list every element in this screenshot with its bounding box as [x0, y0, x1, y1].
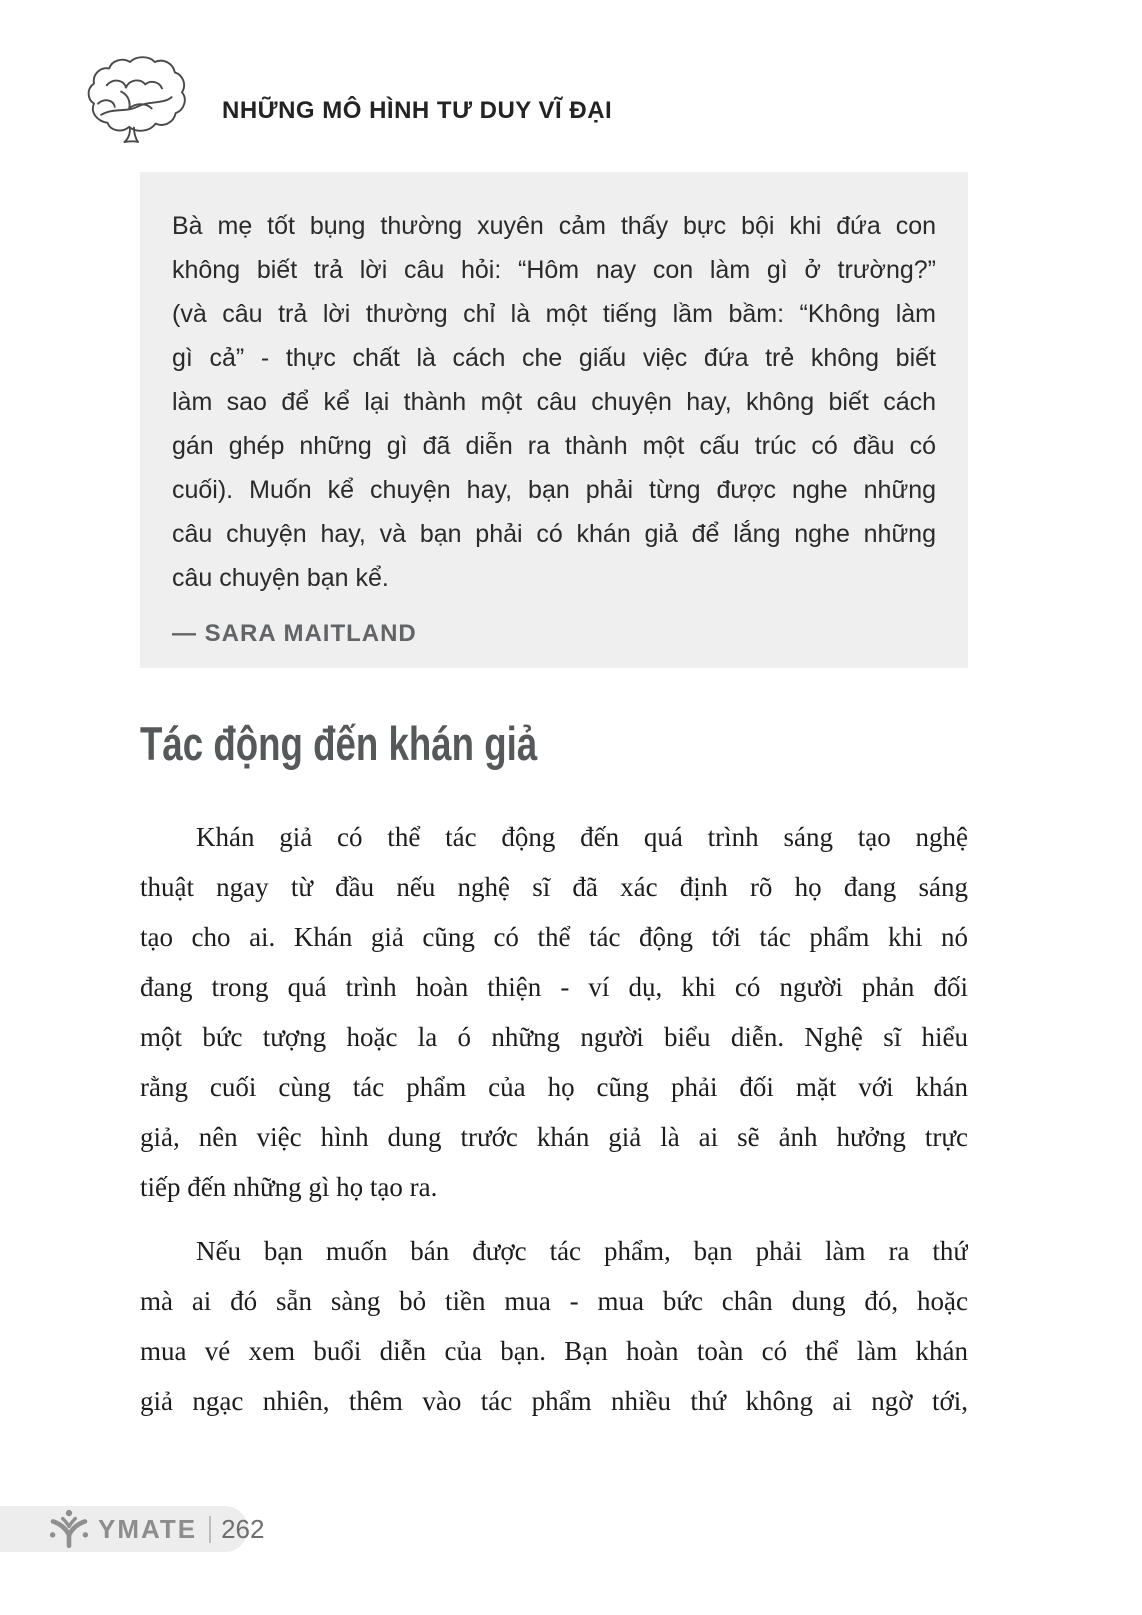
paragraph-line: thuật ngay từ đầu nếu nghệ sĩ đã xác định rõ họ đang sáng [140, 872, 968, 902]
paragraph-line: rằng cuối cùng tác phẩm của họ cũng phải đối mặt với khán [140, 1072, 968, 1102]
quote-line: cuối). Muốn kể chuyện hay, bạn phải từng được nghe những [172, 476, 936, 504]
paragraph-line: một bức tượng hoặc la ó những người biểu diễn. Nghệ sĩ hiểu [140, 1022, 968, 1052]
footer-divider [209, 1516, 211, 1543]
paragraph-line: Khán giả có thể tác động đến quá trình sáng tạo nghệ [196, 822, 968, 852]
quote-attribution: — SARA MAITLAND [172, 620, 417, 647]
quote-line: làm sao để kể lại thành một câu chuyện hay, không biết cách [172, 388, 936, 416]
quote-line: gì cả” - thực chất là cách che giấu việc đứa trẻ không biết [172, 344, 936, 372]
section-heading: Tác động đến khán giả [140, 717, 538, 770]
quote-line: (và câu trả lời thường chỉ là một tiếng lầm bầm: “Không làm [172, 300, 936, 328]
body-text [140, 812, 968, 1426]
ymate-logo-icon [48, 1508, 90, 1550]
paragraph-line: đang trong quá trình hoàn thiện - ví dụ, khi có người phản đối [140, 972, 968, 1002]
brand-name: YMATE [98, 1513, 198, 1544]
paragraph-line: tiếp đến những gì họ tạo ra. [140, 1172, 438, 1202]
paragraph [140, 812, 968, 1212]
paragraph-line: mua vé xem buổi diễn của bạn. Bạn hoàn toàn có thể làm khán [140, 1336, 968, 1366]
paragraph-line: giả ngạc nhiên, thêm vào tác phẩm nhiều thứ không ai ngờ tới, [140, 1386, 968, 1416]
quote-line: không biết trả lời câu hỏi: “Hôm nay con làm gì ở trường?” [172, 256, 936, 284]
quote-line: câu chuyện bạn kể. [172, 564, 389, 592]
quote-line: câu chuyện hay, và bạn phải có khán giả để lắng nghe những [172, 520, 936, 548]
page-number: 262 [221, 1513, 265, 1544]
quote-line: Bà mẹ tốt bụng thường xuyên cảm thấy bực bội khi đứa con [172, 212, 936, 240]
paragraph-line: mà ai đó sẵn sàng bỏ tiền mua - mua bức chân dung đó, hoặc [140, 1286, 968, 1316]
book-title: NHỮNG MÔ HÌNH TƯ DUY VĨ ĐẠI [222, 97, 613, 124]
paragraph [140, 1226, 968, 1426]
footer-badge [0, 1506, 265, 1552]
quote-line: gán ghép những gì đã diễn ra thành một cấu trúc có đầu có [172, 432, 936, 460]
brain-icon [82, 48, 186, 152]
quote-block [140, 172, 968, 668]
paragraph-line: giả, nên việc hình dung trước khán giả là ai sẽ ảnh hưởng trực [140, 1122, 968, 1152]
paragraph-line: Nếu bạn muốn bán được tác phẩm, bạn phải làm ra thứ [196, 1236, 968, 1266]
paragraph-line: tạo cho ai. Khán giả cũng có thể tác động tới tác phẩm khi nó [140, 922, 968, 952]
